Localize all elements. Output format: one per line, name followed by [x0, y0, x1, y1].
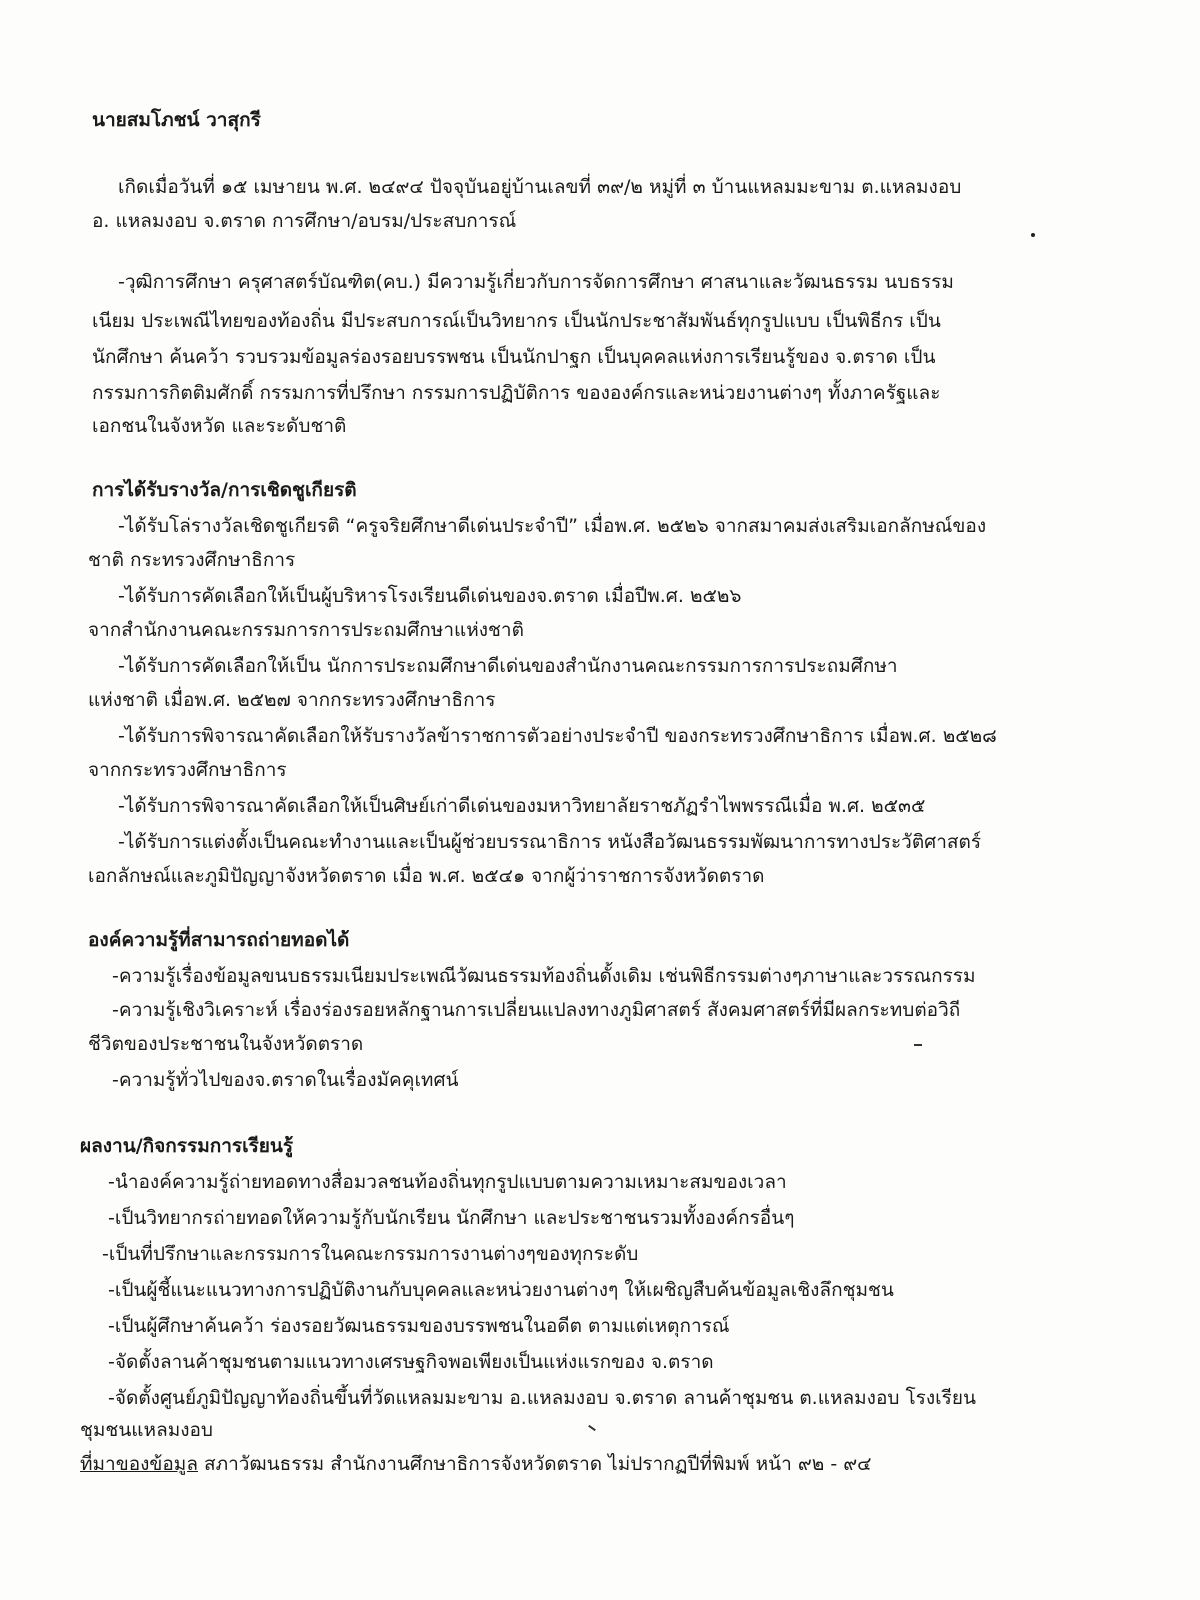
activities-heading: ผลงาน/กิจกรรมการเรียนรู้ — [80, 1135, 294, 1157]
activity-line-2: -เป็นวิทยากรถ่ายทอดให้ความรู้กับนักเรียน นักศึกษา และประชาชนรวมทั้งองค์กรอื่นๆ — [108, 1207, 795, 1229]
activity-line-4: -เป็นผู้ชี้แนะแนวทางการปฏิบัติงานกับบุคคลและหน่วยงานต่างๆ ให้เผชิญสืบค้นข้อมูลเชิงลึกชุมชน — [108, 1279, 894, 1301]
award-line-10: -ได้รับการแต่งตั้งเป็นคณะทำงานและเป็นผู้ช่วยบรรณาธิการ หนังสือวัฒนธรรมพัฒนาการทางประวัติศาสตร์ — [118, 831, 982, 853]
award-line-1: -ได้รับโล่รางวัลเชิดชูเกียรติ “ครูจริยศึกษาดีเด่นประจำปี” เมื่อพ.ศ. ๒๕๒๖ จากสมาคมส่งเสริมเอกลักษณ์ของ — [118, 515, 987, 537]
award-line-11: เอกลักษณ์และภูมิปัญญาจังหวัดตราด เมื่อ พ.ศ. ๒๕๔๑ จากผู้ว่าราชการจังหวัดตราด — [88, 865, 765, 887]
education-line-5: เอกชนในจังหวัด และระดับชาติ — [92, 415, 347, 437]
knowledge-line-4: -ความรู้ทั่วไปของจ.ตราดในเรื่องมัคคุเทศน์ — [112, 1069, 459, 1091]
award-line-3: -ได้รับการคัดเลือกให้เป็นผู้บริหารโรงเรียนดีเด่นของจ.ตราด เมื่อปีพ.ศ. ๒๕๒๖ — [118, 585, 742, 607]
source-line — [80, 1452, 872, 1476]
award-line-7: -ได้รับการพิจารณาคัดเลือกให้รับรางวัลข้าราชการตัวอย่างประจำปี ของกระทรวงศึกษาธิการ เมื่อพ.ศ. ๒๕๒๘ — [118, 725, 997, 747]
activity-line-8: ชุมชนแหลมงอบ — [80, 1419, 213, 1441]
award-line-8: จากกระทรวงศึกษาธิการ — [88, 759, 287, 781]
scan-speck — [1031, 233, 1035, 237]
education-line-2: เนียม ประเพณีไทยของท้องถิ่น มีประสบการณ์เป็นวิทยากร เป็นนักประชาสัมพันธ์ทุกรูปแบบ เป็นพิธีกร เป็น — [92, 310, 941, 332]
knowledge-line-1: -ความรู้เรื่องข้อมูลขนบธรรมเนียมประเพณีวัฒนธรรมท้องถิ่นดั้งเดิม เช่นพิธีกรรมต่างๆภาษาและวรรณกรรม — [112, 965, 976, 987]
awards-heading: การได้รับรางวัล/การเชิดชูเกียรติ — [92, 479, 357, 501]
award-line-4: จากสำนักงานคณะกรรมการการประถมศึกษาแห่งชาติ — [88, 619, 524, 641]
source-label: ที่มาของข้อมูล — [80, 1453, 198, 1475]
person-name-heading: นายสมโภชน์ วาสุกรี — [92, 109, 261, 131]
knowledge-line-2: -ความรู้เชิงวิเคราะห์ เรื่องร่องรอยหลักฐานการเปลี่ยนแปลงทางภูมิศาสตร์ สังคมศาสตร์ที่มีผลกระทบต่อวิถี — [112, 999, 961, 1021]
activity-line-7: -จัดตั้งศูนย์ภูมิปัญญาท้องถิ่นขึ้นที่วัดแหลมมะขาม อ.แหลมงอบ จ.ตราด ลานค้าชุมชน ต.แหลมงอบ โรงเรียน — [108, 1387, 976, 1409]
award-line-6: แห่งชาติ เมื่อพ.ศ. ๒๕๒๗ จากกระทรวงศึกษาธิการ — [88, 689, 496, 711]
education-line-4: กรรมการกิตติมศักดิ์ กรรมการที่ปรึกษา กรรมการปฏิบัติการ ขององค์กรและหน่วยงานต่างๆ ทั้งภาครัฐและ — [92, 382, 941, 404]
activity-line-6: -จัดตั้งลานค้าชุมชนตามแนวทางเศรษฐกิจพอเพียงเป็นแห่งแรกของ จ.ตราด — [108, 1351, 714, 1373]
scan-speck — [914, 1044, 922, 1046]
knowledge-line-3: ชีวิตของประชาชนในจังหวัดตราด — [88, 1033, 364, 1055]
award-line-2: ชาติ กระทรวงศึกษาธิการ — [88, 549, 296, 571]
activity-line-1: -นำองค์ความรู้ถ่ายทอดทางสื่อมวลชนท้องถิ่นทุกรูปแบบตามความเหมาะสมของเวลา — [108, 1171, 787, 1193]
education-line-3: นักศึกษา ค้นคว้า รวบรวมข้อมูลร่องรอยบรรพชน เป็นนักปาฐก เป็นบุคคลแห่งการเรียนรู้ของ จ.ตราด เป็น — [92, 346, 936, 368]
bio-line-2: อ. แหลมงอบ จ.ตราด การศึกษา/อบรม/ประสบการณ์ — [92, 210, 517, 232]
award-line-9: -ได้รับการพิจารณาคัดเลือกให้เป็นศิษย์เก่าดีเด่นของมหาวิทยาลัยราชภัฏรำไพพรรณีเมื่อ พ.ศ. ๒๕๓๕ — [118, 795, 926, 817]
award-line-5: -ได้รับการคัดเลือกให้เป็น นักการประถมศึกษาดีเด่นของสำนักงานคณะกรรมการการประถมศึกษา — [118, 655, 898, 677]
source-text: สภาวัฒนธรรม สำนักงานศึกษาธิการจังหวัดตราด ไม่ปรากฏปีที่พิมพ์ หน้า ๙๒ - ๙๔ — [197, 1453, 872, 1475]
scan-speck — [588, 1425, 596, 1431]
bio-line-1: เกิดเมื่อวันที่ ๑๕ เมษายน พ.ศ. ๒๔๙๔ ปัจจุบันอยู่บ้านเลขที่ ๓๙/๒ หมู่ที่ ๓ บ้านแหลมมะขาม ต.แหลมงอบ — [118, 176, 962, 198]
activity-line-3: -เป็นที่ปรึกษาและกรรมการในคณะกรรมการงานต่างๆของทุกระดับ — [102, 1243, 639, 1265]
education-line-1: -วุฒิการศึกษา ครุศาสตร์บัณฑิต(คบ.) มีความรู้เกี่ยวกับการจัดการศึกษา ศาสนาและวัฒนธรรม นบธรรม — [118, 271, 954, 293]
activity-line-5: -เป็นผู้ศึกษาค้นคว้า ร่องรอยวัฒนธรรมของบรรพชนในอดีต ตามแต่เหตุการณ์ — [108, 1315, 730, 1337]
knowledge-heading: องค์ความรู้ที่สามารถถ่ายทอดได้ — [88, 929, 350, 951]
